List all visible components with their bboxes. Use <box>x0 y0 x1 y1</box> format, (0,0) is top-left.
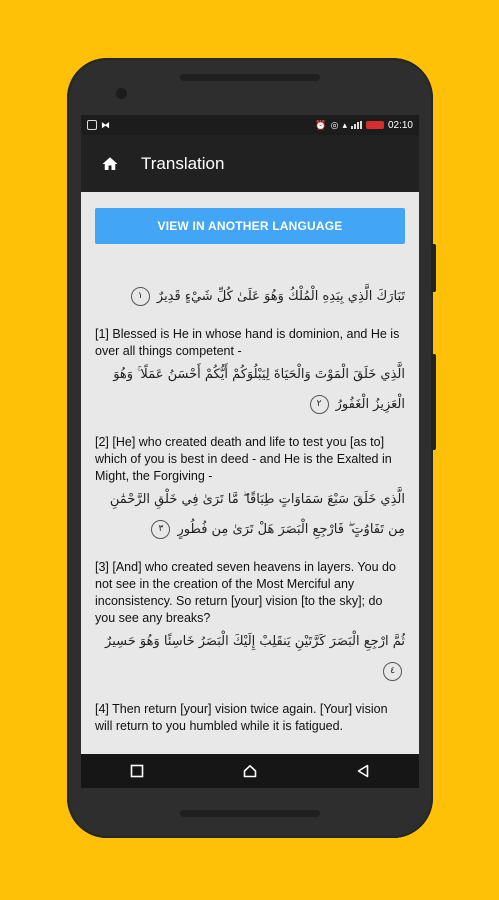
home-icon[interactable] <box>101 155 119 173</box>
top-speaker <box>180 74 320 81</box>
page-title: Translation <box>141 153 225 173</box>
volume-button <box>431 244 436 292</box>
translation-text: [2] [He] who created death and life to test you [as to] which of you is best in deed - and He is the Exalted in Might, the Forgiving - <box>95 435 392 483</box>
arabic-verse: الَّذِي خَلَقَ الْمَوْتَ وَالْحَيَاةَ لِيَبْلُوَكُمْ أَيُّكُمْ أَحْسَنُ عَمَلًا ۚ وَهُوَ الْعَزِيزُ الْغَفُورُ ٢ <box>113 367 405 412</box>
recents-icon[interactable] <box>130 764 144 778</box>
translation-content[interactable] <box>81 192 419 788</box>
translation-text: [3] [And] who created seven heavens in layers. You do not see in the creation of the Most Merciful any inconsistency. So return [your] vision [to the sky]; do you see any breaks? <box>95 560 396 625</box>
verse-number-icon: ٣ <box>151 520 170 539</box>
verse-block-2 <box>95 326 405 420</box>
verse-number-icon: ٢ <box>310 395 329 414</box>
verse-block-3 <box>95 434 405 545</box>
power-button <box>431 354 436 450</box>
cast-icon: ⧓ <box>101 119 110 130</box>
verse-number-icon: ٤ <box>383 662 402 681</box>
translation-text: [4] Then return [your] vision twice again. [Your] vision will return to you humbled while it is fatigued. <box>95 702 388 733</box>
bottom-speaker <box>180 810 320 817</box>
image-icon <box>87 120 97 130</box>
back-icon[interactable] <box>356 764 370 778</box>
app-bar <box>81 135 419 192</box>
front-camera <box>116 88 127 99</box>
navigation-bar <box>81 754 419 788</box>
arabic-verse: الَّذِي خَلَقَ سَبْعَ سَمَاوَاتٍ طِبَاقًا ۖ مَّا تَرَىٰ فِي خَلْقِ الرَّحْمَٰنِ مِن تَفَاوُتٍ ۖ فَارْجِعِ الْبَصَرَ هَلْ تَرَىٰ مِن فُطُورٍ ٣ <box>109 492 405 537</box>
signal-icon <box>351 121 362 129</box>
screen <box>81 115 419 788</box>
status-bar <box>81 115 419 135</box>
battery-icon <box>366 121 384 129</box>
verse-block-5 <box>95 701 405 735</box>
translation-text: [1] Blessed is He in whose hand is dominion, and He is over all things competent - <box>95 327 400 358</box>
phone-frame <box>67 58 433 838</box>
view-another-language-button[interactable]: VIEW IN ANOTHER LANGUAGE <box>95 208 405 244</box>
alarm-icon: ⏰ <box>315 119 327 130</box>
status-time: 02:10 <box>387 119 413 131</box>
arabic-verse: ثُمَّ ارْجِعِ الْبَصَرَ كَرَّتَيْنِ يَنقَلِبْ إِلَيْكَ الْبَصَرُ خَاسِئًا وَهُوَ حَسِيرٌ ٤ <box>95 627 405 687</box>
verse-number-icon: ١ <box>131 287 150 306</box>
vibrate-icon: ◎ <box>330 119 339 130</box>
arabic-verse: تَبَارَكَ الَّذِي بِيَدِهِ الْمُلْكُ وَهُوَ عَلَىٰ كُلِّ شَيْءٍ قَدِيرٌ ١ <box>95 282 405 312</box>
verse-block-1 <box>95 282 405 312</box>
verse-block-4 <box>95 559 405 687</box>
home-nav-icon[interactable] <box>243 764 257 778</box>
wifi-icon: ▴ <box>342 119 347 130</box>
